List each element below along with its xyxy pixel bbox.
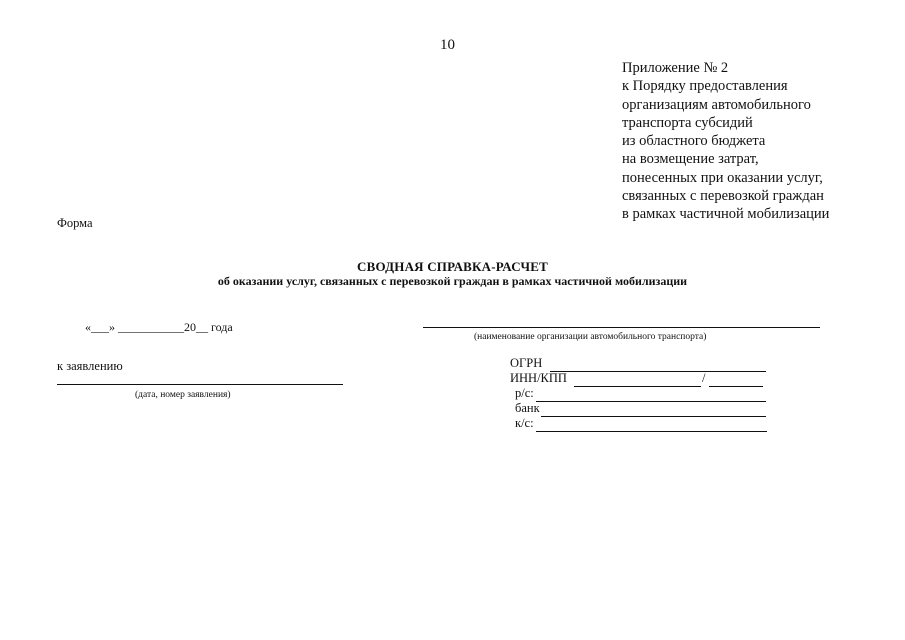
ks-label: к/с: (515, 416, 534, 430)
bank-label: банк (515, 401, 540, 415)
inn-kpp-separator: / (702, 371, 706, 385)
inn-kpp-field (510, 371, 770, 387)
appendix-line: к Порядку предоставления (622, 78, 788, 95)
page-number: 10 (440, 37, 455, 53)
document-title: СВОДНАЯ СПРАВКА-РАСЧЕТ (357, 259, 548, 274)
organization-caption: (наименование организации автомобильного транспорта) (474, 332, 707, 342)
ks-field (510, 416, 770, 432)
rs-label: р/с: (515, 386, 534, 400)
appendix-line: Приложение № 2 (622, 60, 729, 76)
appendix-line: организациям автомобильного (622, 96, 811, 113)
ogrn-field (510, 356, 770, 372)
application-caption: (дата, номер заявления) (135, 390, 231, 400)
date-line: «___» ___________20__ года (85, 320, 233, 334)
appendix-block (622, 59, 829, 224)
appendix-line: связанных с перевозкой граждан (622, 188, 824, 205)
rs-field (510, 386, 770, 402)
appendix-line: понесенных при оказании услуг, (622, 169, 823, 186)
application-line (57, 374, 343, 385)
ks-line (536, 430, 767, 432)
appendix-line: из областного бюджета (622, 133, 766, 150)
appendix-line: в рамках частичной мобилизации (622, 206, 830, 223)
form-label: Форма (57, 216, 93, 230)
document-subtitle: об оказании услуг, связанных с перевозкой граждан в рамках частичной мобилизации (217, 274, 688, 288)
ogrn-label: ОГРН (510, 356, 543, 370)
bank-field (510, 401, 770, 417)
application-label: к заявлению (57, 359, 123, 373)
organization-name-line (423, 315, 820, 328)
inn-kpp-label: ИНН/КПП (510, 371, 567, 385)
appendix-line: транспорта субсидий (622, 114, 753, 131)
appendix-line: на возмещение затрат, (622, 151, 759, 168)
